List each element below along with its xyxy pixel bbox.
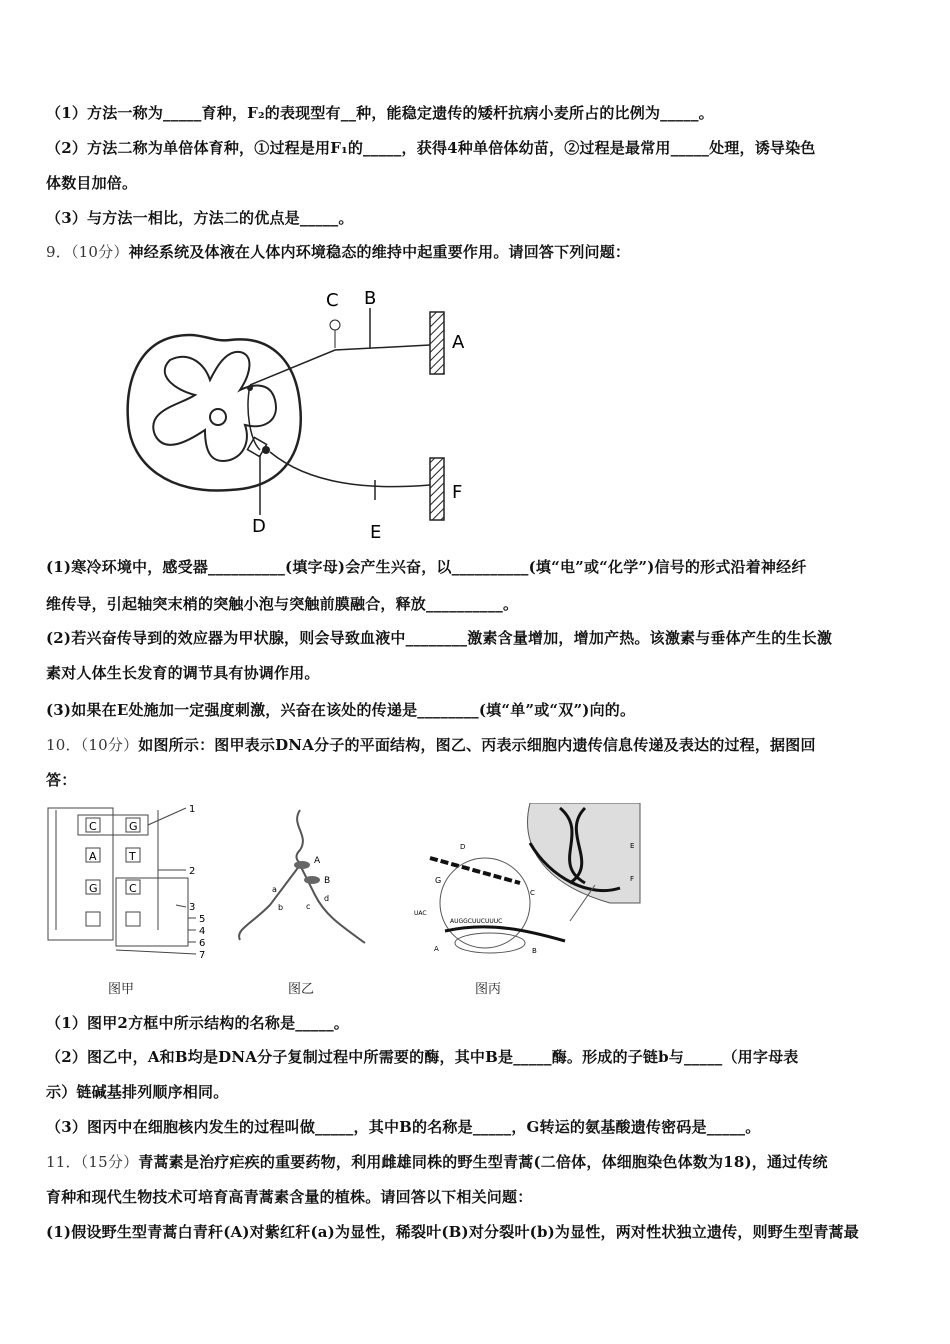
q8-part2: （2）方法二称为单倍体育种，①过程是用F₁的_____，获得4种单倍体幼苗，②过程是最常用_____处理，诱导染色 [46, 139, 816, 157]
label-bing-a: A [434, 945, 439, 953]
q10-part2-cont: 示）链碱基排列顺序相同。 [46, 1083, 229, 1101]
num-2: 2 [189, 866, 196, 877]
label-bing-e: E [630, 842, 635, 850]
label-yi-c-strand: c [306, 902, 311, 911]
q10-stem [46, 735, 816, 755]
figure-jia-dna-structure [46, 800, 211, 968]
label-yi-d-strand: d [324, 894, 330, 903]
q9-part2-cont: 素对人体生长发育的调节具有协调作用。 [46, 664, 320, 682]
q10-number: 10．（10分） [46, 736, 139, 754]
spinal-reflex-diagram [120, 280, 480, 545]
caption-jia: 图甲 [108, 982, 135, 997]
num-5: 5 [199, 914, 206, 925]
q9-part2: (2)若兴奋传导到的效应器为甲状腺，则会导致血液中________激素含量增加，增加产热。该激素与垂体产生的生长激 [46, 629, 833, 647]
num-7: 7 [199, 950, 206, 961]
label-bing-f: F [630, 875, 635, 883]
label-yi-a-strand: a [272, 885, 277, 894]
label-bing-g: G [435, 876, 442, 885]
q9-number: 9．（10分） [46, 243, 129, 261]
base-c: C [89, 820, 97, 833]
caption-yi: 图乙 [288, 982, 315, 997]
label-bing-uac: UAC [414, 910, 427, 917]
q11-part1: (1)假设野生型青蒿白青秆(A)对紫红秆(a)为显性，稀裂叶(B)对分裂叶(b)为显性，两对性状独立遗传，则野生型青蒿最 [46, 1223, 859, 1241]
label-b: B [364, 288, 377, 309]
caption-bing: 图丙 [475, 982, 502, 997]
num-6: 6 [199, 938, 206, 949]
base-a: A [89, 850, 97, 863]
label-bing-mrna: AUGGCUUCUUUC [450, 918, 503, 925]
q8-part3: （3）与方法一相比，方法二的优点是_____。 [46, 209, 354, 227]
q9-stem [46, 242, 630, 262]
label-f: F [452, 482, 463, 503]
num-3: 3 [189, 902, 196, 913]
label-a: A [452, 332, 465, 353]
q8-part2-cont: 体数目加倍。 [46, 174, 138, 192]
q10-part1: （1）图甲2方框中所示结构的名称是_____。 [46, 1014, 349, 1032]
label-c: C [326, 290, 339, 311]
label-bing-d: D [460, 843, 466, 851]
num-1: 1 [189, 804, 196, 815]
q10-stem-text: 如图所示：图甲表示DNA分子的平面结构，图乙、丙表示细胞内遗传信息传递及表达的过程，据图回 [138, 736, 816, 754]
q11-stem-text: 青蒿素是治疗疟疾的重要药物，利用雌雄同株的野生型青蒿(二倍体，体细胞染色体数为18)，通过传统 [138, 1153, 828, 1171]
q10-part3: （3）图丙中在细胞核内发生的过程叫做_____，其中B的名称是_____，G转运的氨基酸遗传密码是_____。 [46, 1118, 761, 1136]
label-bing-c: C [530, 889, 535, 897]
q11-number: 11．（15分） [46, 1153, 139, 1171]
q9-part1: (1)寒冷环境中，感受器__________(填字母)会产生兴奋，以__________(填“电”或“化学”)信号的形式沿着神经纤 [46, 558, 807, 576]
base-g-right: G [129, 820, 138, 833]
num-4: 4 [199, 926, 206, 937]
q9-part1-cont: 维传导，引起轴突末梢的突触小泡与突触前膜融合，释放__________。 [46, 595, 519, 613]
q10-stem-cont: 答： [46, 771, 77, 789]
q10-part2: （2）图乙中，A和B均是DNA分子复制过程中所需要的酶，其中B是_____酶。形成的子链b与_____（用字母表 [46, 1048, 799, 1066]
q11-stem [46, 1152, 828, 1172]
figure-bing-gene-expression [410, 803, 642, 955]
q8-part1: （1）方法一称为_____育种，F₂的表现型有__种，能稳定遗传的矮杆抗病小麦所占的比例为_____。 [46, 104, 714, 122]
label-yi-b-strand: b [278, 903, 284, 912]
label-d: D [252, 516, 266, 537]
label-bing-b: B [532, 947, 537, 955]
base-c-right: C [129, 882, 137, 895]
figure-yi-dna-replication [230, 805, 375, 950]
q11-stem-cont: 育种和现代生物技术可培育高青蒿素含量的植株。请回答以下相关问题： [46, 1188, 533, 1206]
label-e: E [370, 522, 382, 543]
base-g: G [89, 882, 98, 895]
q9-part3: (3)如果在E处施加一定强度刺激，兴奋在该处的传递是________(填“单”或“双”)向的。 [46, 701, 636, 719]
q9-stem-text: 神经系统及体液在人体内环境稳态的维持中起重要作用。请回答下列问题： [128, 243, 631, 261]
label-yi-a: A [314, 856, 321, 866]
label-yi-b: B [324, 876, 331, 886]
base-t: T [129, 850, 136, 863]
